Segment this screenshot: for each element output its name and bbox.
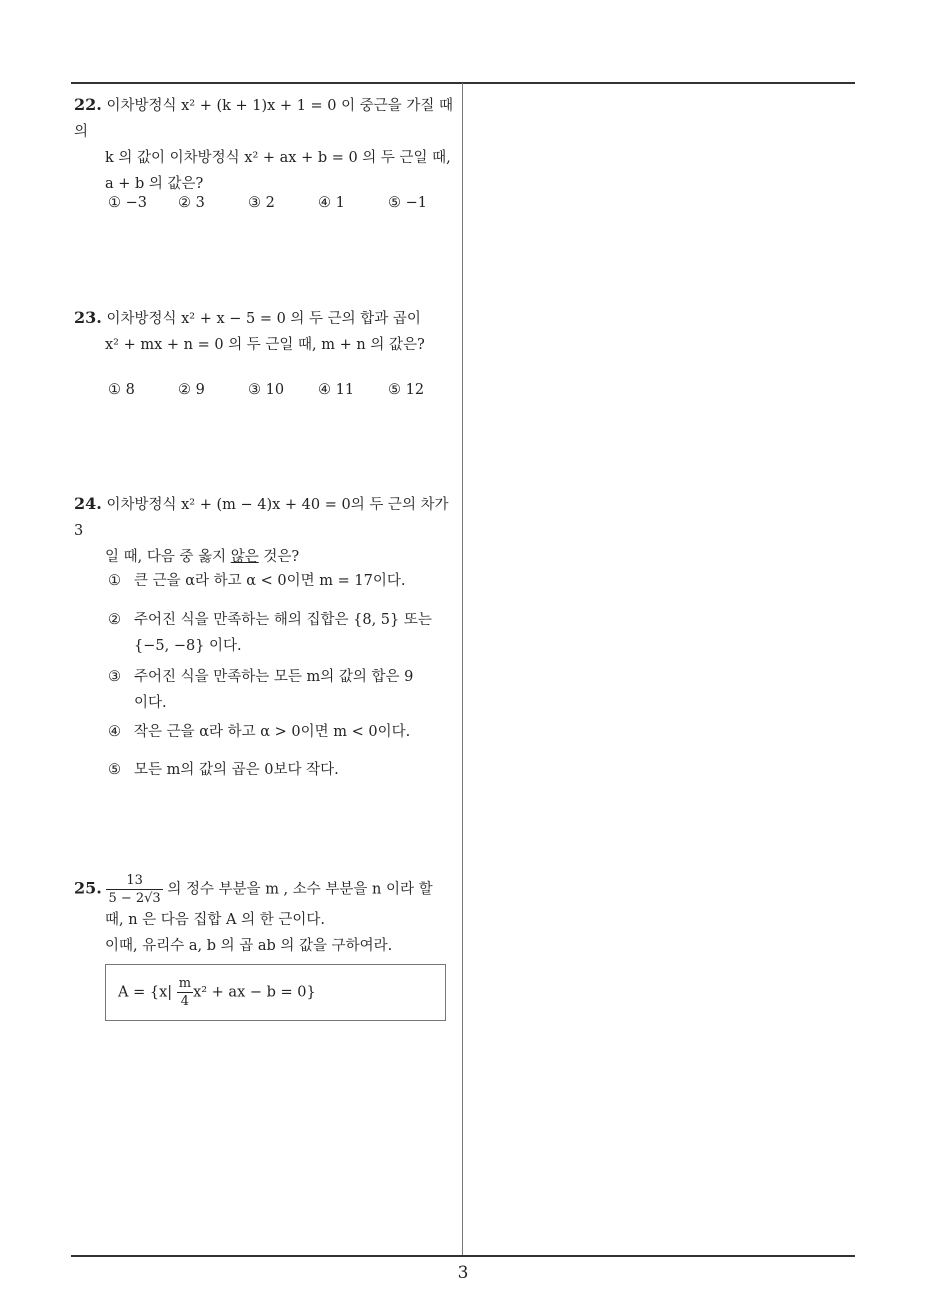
question-text-line: x² + mx + n = 0 의 두 근일 때, m + n 의 값은? (105, 337, 425, 353)
option-3[interactable] (108, 664, 453, 716)
choice[interactable]: ③ 2 (248, 195, 275, 211)
choice[interactable]: ④ 1 (318, 195, 345, 211)
option-text: 모든 m의 값의 곱은 0보다 작다. (134, 762, 339, 778)
choice[interactable]: ⑤ −1 (388, 195, 427, 211)
question-text-line: 이차방정식 x² + (k + 1)x + 1 = 0 이 중근을 가질 때의 (74, 98, 453, 140)
question-22 (74, 92, 458, 197)
option-text: 주어진 식을 만족하는 해의 집합은 {8, 5} 또는 (134, 612, 432, 628)
option-4[interactable] (108, 719, 453, 745)
choice[interactable]: ① −3 (108, 195, 147, 211)
question-text-line: 이차방정식 x² + (m − 4)x + 40 = 0의 두 근의 차가 3 (74, 497, 449, 539)
text: 일 때, 다음 중 옳지 (105, 549, 231, 565)
column-divider (462, 83, 463, 1256)
question-number: 24. (74, 494, 102, 513)
option-mark: ③ (108, 669, 121, 685)
option-text: 이다. (134, 695, 167, 711)
bottom-rule (71, 1255, 855, 1257)
choice[interactable]: ④ 11 (318, 382, 355, 398)
choice[interactable]: ③ 10 (248, 382, 285, 398)
set-definition-box (105, 964, 446, 1021)
answer-choices-22 (108, 195, 458, 211)
question-number: 23. (74, 308, 102, 327)
question-text-line: a + b 의 값은? (105, 176, 204, 192)
question-text-line: 이차방정식 x² + x − 5 = 0 의 두 근의 합과 곱이 (106, 311, 421, 327)
question-text-line: 의 정수 부분을 m , 소수 부분을 n 이라 할 (167, 881, 433, 898)
question-23 (74, 305, 458, 358)
question-25 (74, 872, 458, 959)
option-mark: ④ (108, 724, 121, 740)
fraction-denominator: 5 − 2√3 (108, 891, 161, 906)
text: 것은? (258, 549, 300, 565)
question-text-line: k 의 값이 이차방정식 x² + ax + b = 0 의 두 근일 때, (105, 150, 451, 166)
option-text: 작은 근을 α라 하고 α > 0이면 m < 0이다. (134, 724, 411, 740)
set-text: A = {x| (118, 984, 177, 1001)
question-text-line (74, 544, 458, 570)
top-rule (71, 82, 855, 84)
option-mark: ① (108, 573, 121, 589)
question-24 (74, 491, 458, 570)
option-mark: ② (108, 612, 121, 628)
question-text-line: 때, n 은 다음 집합 A 의 한 근이다. (105, 912, 325, 928)
option-1[interactable] (108, 568, 453, 594)
choice[interactable]: ⑤ 12 (388, 382, 425, 398)
option-text: {−5, −8} 이다. (134, 638, 242, 654)
fraction (177, 975, 193, 1010)
set-text: x² + ax − b = 0} (193, 984, 316, 1001)
option-2[interactable] (108, 607, 453, 659)
option-5[interactable] (108, 757, 453, 783)
option-text: 큰 근을 α라 하고 α < 0이면 m = 17이다. (134, 573, 406, 589)
question-number: 25. (74, 878, 102, 898)
question-number: 22. (74, 95, 102, 114)
fraction-numerator: 13 (106, 872, 162, 890)
question-text-line: 이때, 유리수 a, b 의 곱 ab 의 값을 구하여라. (105, 938, 393, 954)
fraction-denominator: 4 (180, 994, 190, 1009)
fraction-numerator: m (178, 976, 192, 991)
page-number: 3 (457, 1263, 469, 1283)
option-mark: ⑤ (108, 762, 121, 778)
choice[interactable]: ② 9 (178, 382, 205, 398)
answer-choices-23 (108, 382, 458, 398)
choice[interactable]: ① 8 (108, 382, 135, 398)
choice[interactable]: ② 3 (178, 195, 205, 211)
underlined-emphasis: 않은 (230, 549, 259, 565)
option-text: 주어진 식을 만족하는 모든 m의 값의 합은 9 (134, 669, 414, 685)
fraction (106, 872, 162, 907)
